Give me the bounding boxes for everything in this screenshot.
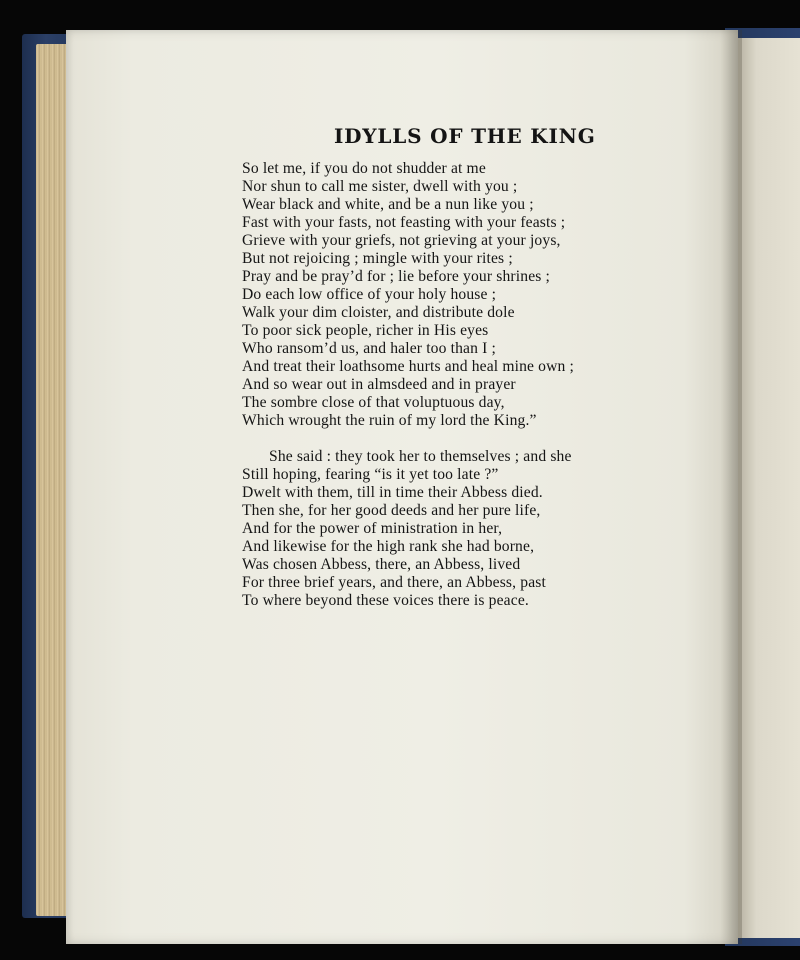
verse-line: Was chosen Abbess, there, an Abbess, lived bbox=[242, 556, 521, 573]
verse-line: To where beyond these voices there is peace. bbox=[242, 592, 529, 609]
verse-line: And for the power of ministration in her, bbox=[242, 520, 503, 537]
verse-line: So let me, if you do not shudder at me bbox=[242, 160, 486, 177]
verse-line: Do each low office of your holy house ; bbox=[242, 286, 497, 303]
verse-line: Then she, for her good deeds and her pure life, bbox=[242, 502, 541, 519]
verse-line: For three brief years, and there, an Abbess, past bbox=[242, 574, 546, 591]
verse-line: Nor shun to call me sister, dwell with you ; bbox=[242, 178, 518, 195]
verse-line: And treat their loathsome hurts and heal mine own ; bbox=[242, 358, 575, 375]
running-head: IDYLLS OF THE KING bbox=[334, 124, 596, 148]
verse-line: Wear black and white, and be a nun like you ; bbox=[242, 196, 534, 213]
facing-page bbox=[738, 38, 800, 938]
verse-line: The sombre close of that voluptuous day, bbox=[242, 394, 505, 411]
verse-line: Fast with your fasts, not feasting with your feasts ; bbox=[242, 214, 566, 231]
verse-line: And likewise for the high rank she had borne, bbox=[242, 538, 535, 555]
gutter-shadow bbox=[720, 30, 742, 944]
stanza-break bbox=[242, 430, 574, 448]
verse-line: To poor sick people, richer in His eyes bbox=[242, 322, 489, 339]
verse-line: And so wear out in almsdeed and in prayer bbox=[242, 376, 516, 393]
verse-line: Walk your dim cloister, and distribute dole bbox=[242, 304, 515, 321]
verse-line: But not rejoicing ; mingle with your rites ; bbox=[242, 250, 513, 267]
verse-line: Grieve with your griefs, not grieving at your joys, bbox=[242, 232, 561, 249]
verse-line: Pray and be pray’d for ; lie before your shrines ; bbox=[242, 268, 551, 285]
verse-line: She said : they took her to themselves ; and she bbox=[269, 448, 572, 465]
verse-line: Dwelt with them, till in time their Abbess died. bbox=[242, 484, 543, 501]
verse-line: Still hoping, fearing “is it yet too late ?” bbox=[242, 466, 499, 483]
poem-text bbox=[242, 160, 574, 610]
verse-line: Who ransom’d us, and haler too than I ; bbox=[242, 340, 496, 357]
verse-line: Which wrought the ruin of my lord the King.” bbox=[242, 412, 537, 429]
